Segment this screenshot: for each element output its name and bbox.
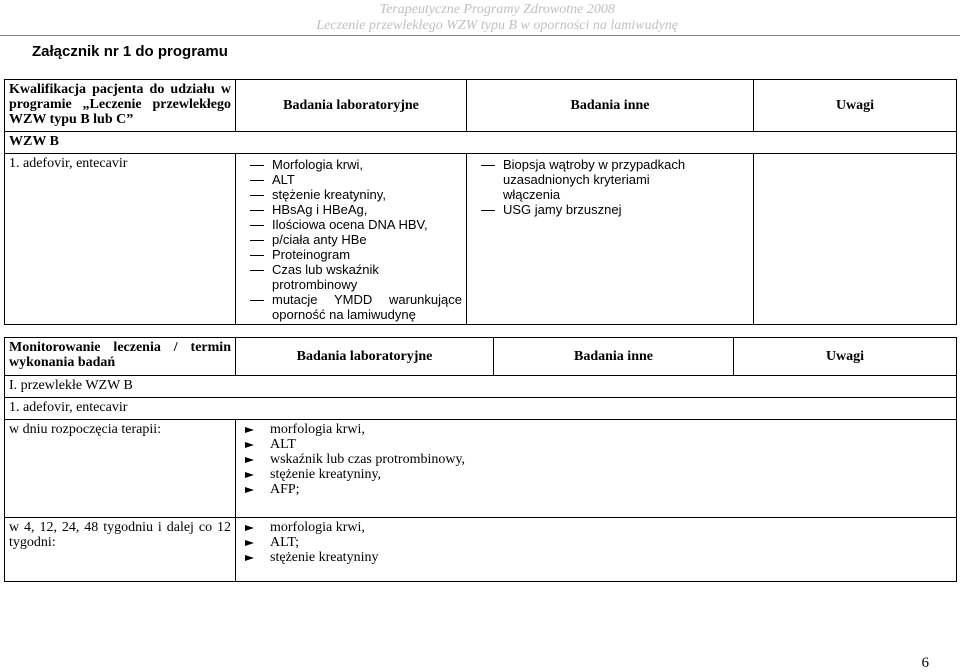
other-items-list bbox=[471, 157, 749, 217]
list-item: HBsAg i HBeAg, bbox=[240, 202, 462, 217]
drug-cell: 1. adefovir, entecavir bbox=[5, 154, 236, 325]
table-row bbox=[5, 420, 957, 518]
section-row bbox=[5, 398, 957, 420]
list-item: wskaźnik lub czas protrombinowy, bbox=[240, 452, 952, 467]
section-row bbox=[5, 376, 957, 398]
list-item-continuation: uzasadnionych kryteriami bbox=[503, 172, 650, 187]
list-item: stężenie kreatyniny bbox=[240, 550, 952, 565]
lab-header: Badania laboratoryjne bbox=[236, 338, 494, 376]
notes-cell bbox=[754, 154, 957, 325]
list-item-continuation: włączenia bbox=[503, 187, 561, 202]
list-item: Proteinogram bbox=[240, 247, 462, 262]
other-header: Badania inne bbox=[494, 338, 734, 376]
section-label: WZW B bbox=[5, 132, 957, 154]
list-item: ALT; bbox=[240, 535, 952, 550]
list-item: Ilościowa ocena DNA HBV, bbox=[240, 217, 462, 232]
list-item: Biopsja wątroby w przypadkach bbox=[471, 157, 749, 172]
list-item: ALT bbox=[240, 437, 952, 452]
header-line1: Terapeutyczne Programy Zdrowotne 2008 bbox=[379, 2, 615, 17]
table-row bbox=[5, 154, 957, 325]
list-item: Czas lub wskaźnik protrombinowy bbox=[240, 262, 462, 292]
document-title: Załącznik nr 1 do programu bbox=[32, 43, 228, 60]
when-cell: w 4, 12, 24, 48 tygodniu i dalej co 12 tygodni: bbox=[5, 518, 236, 582]
notes-header: Uwagi bbox=[754, 80, 957, 132]
header-line2: Leczenie przewlekłego WZW typu B w oporności na lamiwudynę bbox=[316, 18, 678, 33]
table-header-row bbox=[5, 80, 957, 132]
monitoring-header: Monitorowanie leczenia / termin wykonania badań bbox=[5, 338, 236, 376]
list-item: morfologia krwi, bbox=[240, 422, 952, 437]
items-cell bbox=[236, 420, 957, 518]
table-row bbox=[5, 518, 957, 582]
notes-header: Uwagi bbox=[734, 338, 957, 376]
other-items-cell bbox=[467, 154, 754, 325]
when-cell: w dniu rozpoczęcia terapii: bbox=[5, 420, 236, 518]
list-item: stężenie kreatyniny, bbox=[240, 467, 952, 482]
qualification-table bbox=[4, 79, 957, 325]
lab-items-list bbox=[240, 422, 952, 497]
other-header: Badania inne bbox=[467, 80, 754, 132]
list-item: morfologia krwi, bbox=[240, 520, 952, 535]
list-item: mutacje YMDD warunkujące bbox=[240, 292, 462, 307]
qualification-header: Kwalifikacja pacjenta do udziału w programie „Leczenie przewlekłego WZW typu B lub C” bbox=[5, 80, 236, 132]
list-item: USG jamy brzusznej bbox=[471, 202, 749, 217]
section-label: I. przewlekłe WZW B bbox=[5, 376, 957, 398]
list-item-continuation: oporność na lamiwudynę bbox=[272, 307, 416, 322]
section-row bbox=[5, 132, 957, 154]
section-label: 1. adefovir, entecavir bbox=[5, 398, 957, 420]
list-item: AFP; bbox=[240, 482, 952, 497]
lab-items-cell bbox=[236, 154, 467, 325]
lab-items-list bbox=[240, 157, 462, 322]
lab-items-list bbox=[240, 520, 952, 565]
monitoring-table bbox=[4, 337, 957, 582]
running-header bbox=[316, 2, 678, 34]
list-item: stężenie kreatyniny, bbox=[240, 187, 462, 202]
table-header-row bbox=[5, 338, 957, 376]
page-number: 6 bbox=[921, 655, 929, 671]
list-item: Morfologia krwi, bbox=[240, 157, 462, 172]
items-cell bbox=[236, 518, 957, 582]
lab-header: Badania laboratoryjne bbox=[236, 80, 467, 132]
list-item: ALT bbox=[240, 172, 462, 187]
list-item: p/ciała anty HBe bbox=[240, 232, 462, 247]
header-rule bbox=[0, 35, 960, 36]
